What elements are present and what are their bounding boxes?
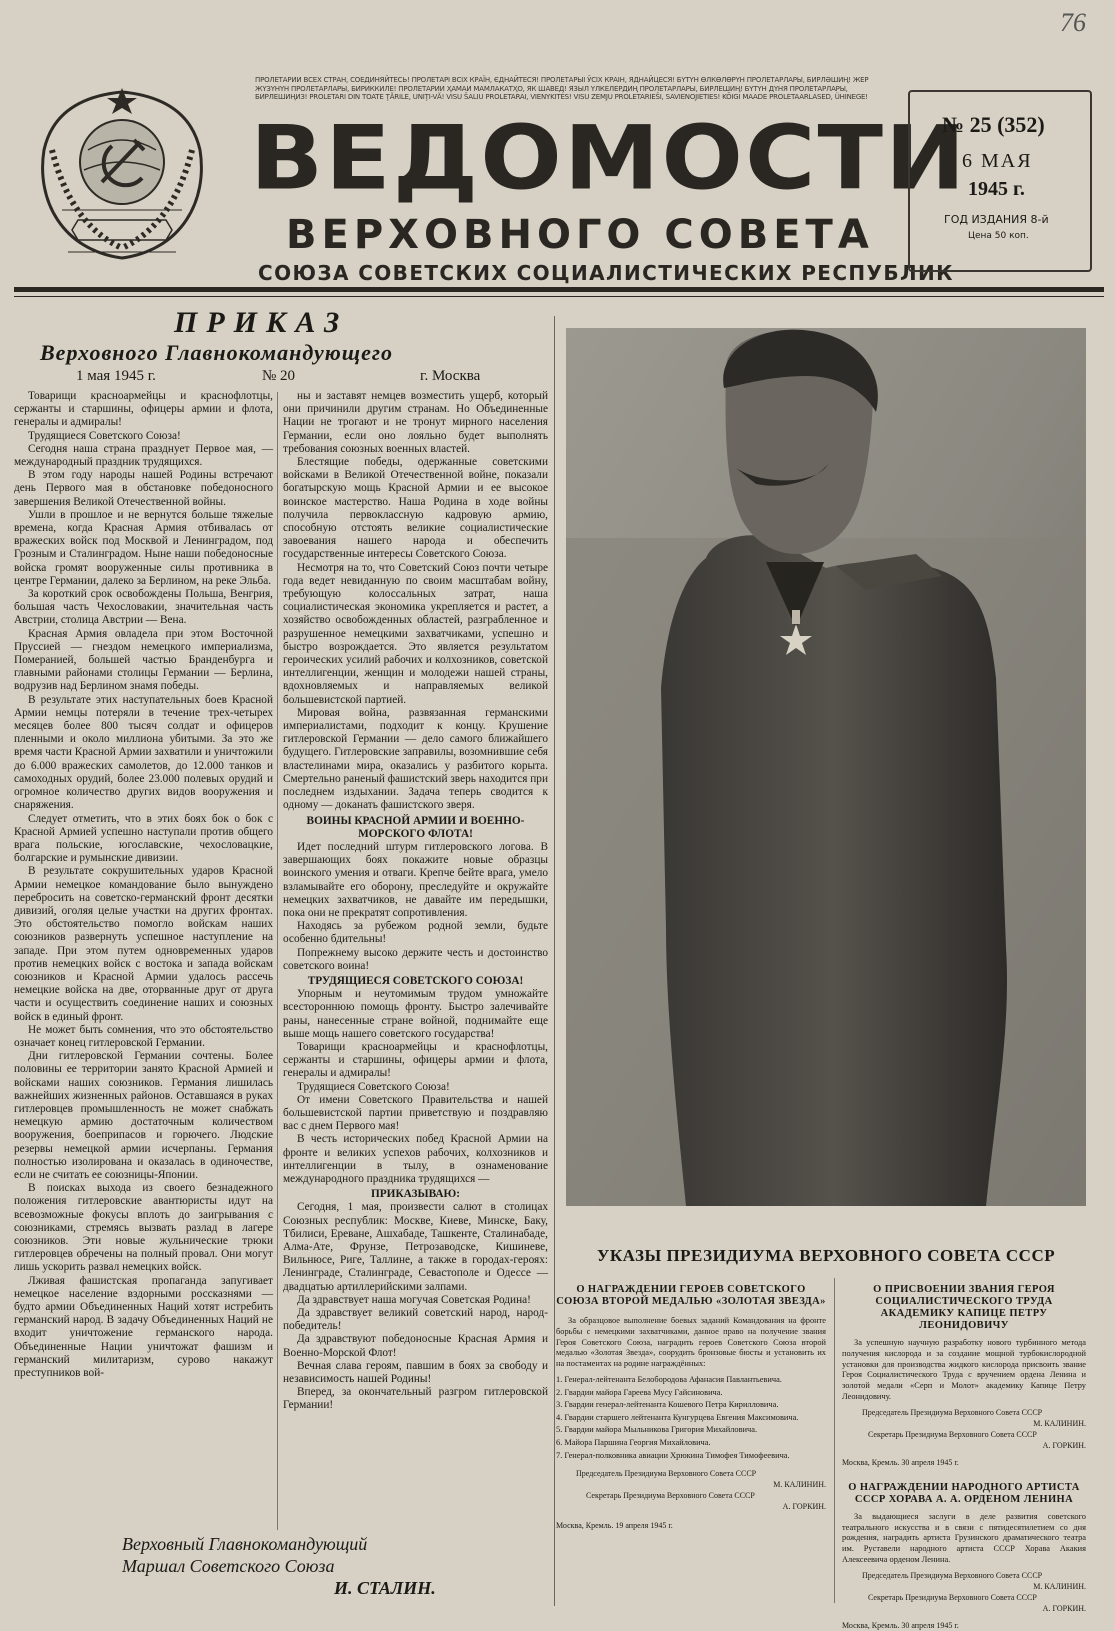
order-subtitle: Верховного Главнокомандующего [40, 340, 393, 365]
ussr-emblem-icon [22, 70, 222, 275]
order-paragraph: В результате этих наступательных боев Красной Армии немцы потеряли в течение трех-четырех месяцев более 800 тысяч солдат и офицеров пленными и около миллиона убитыми. За это же время части Красной Армии захватили и уничтожили до 6.000 вражеских самолетов, до 12.000 танков и самоходных орудий, более 23.000 полевых орудий и огромное количество других видов вооружения и снаряжения. [14, 693, 273, 812]
order-paragraph: В поисках выхода из своего безнадежного положения гитлеровские авантюристы идут на всевозможные фокусы вплоть до заигрывания с союзниками, стремясь вызвать разлад в лагере союзников. Эти новые жульнические трюки гитлеровцев обречены на полный провал. Они могут лишь ускорить развал немецких войск. [14, 1182, 273, 1274]
decree-heading-2: О НАГРАЖДЕНИИ НАРОДНОГО АРТИСТА СССР ХОРАВА А. А. ОРДЕНОМ ЛЕНИНА [848, 1481, 1080, 1505]
newspaper-title: ВЕДОМОСТИ [250, 106, 968, 210]
order-paragraph: Красная Армия овладела при этом Восточной Пруссией — гнездом немецкого империализма, Померанией, большей частью Бранденбурга и главными районами столицы Германии — Берлина, водрузив над Берлином знамя победы. [14, 627, 273, 693]
edition-year: ГОД ИЗДАНИЯ 8-й [944, 213, 1049, 226]
award-list-item: 7. Генерал-полковника авиации Хрюкина Тимофея Тимофеевича. [556, 1450, 790, 1460]
chairman-title: Председатель Президиума Верховного Совета СССР [862, 1407, 1043, 1417]
order-paragraph: В результате сокрушительных ударов Красной Армии немецкое командование было вынуждено перебросить на советско-германский фронт десятки дивизий, оголяя целые участки на других фронтах. Это обстоятельство помогло войскам наших союзников развернуть успешное наступление на западе. При этом путем одновременных ударов против немецких войск с востока и запада войскам союзников и Красной Армии удалось рассечь немецкие войска на две, оторванные друг от друга части и осуществить соединение наших и союзных войск в единый фронт. [14, 865, 273, 1023]
award-list [556, 1374, 826, 1462]
order-paragraph: В этом году народы нашей Родины встречают день Первого мая в обстановке победоносного завершения Великой Отечественной войны. [14, 469, 273, 508]
issue-price: Цена 50 коп. [968, 231, 1029, 241]
decree-place-date: Москва, Кремль. 30 апреля 1945 г. [842, 1457, 959, 1467]
newspaper-subtitle: ВЕРХОВНОГО СОВЕТА [286, 212, 874, 258]
signature-line-2: Маршал Советского Союза [122, 1556, 335, 1576]
signature-name: И. СТАЛИН. [334, 1578, 436, 1598]
decree-body-2: За выдающиеся заслуги в деле развития советского театрального искусства и в связи с пятидесятилетием со дня рождения, наградить артиста Грузинского драматического театра им. Руставели народного артиста СССР Хорава Акакия Алексеевича орденом Ленина. [842, 1511, 1086, 1564]
page-column-divider [554, 316, 555, 1606]
order-paragraph: Товарищи красноармейцы и краснофлотцы, сержанты и старшины, офицеры армии и флота, генералы и адмиралы! [283, 1040, 548, 1080]
issue-year: 1945 г. [968, 178, 1025, 200]
order-paragraph: Находясь за рубежом родной земли, будьте особенно бдительны! [283, 920, 548, 946]
order-paragraph: Идет последний штурм гитлеровского логова. В завершающих боях покажите новые образцы воинского умения и отваги. Крепче бейте врага, умело взламывайте его оборону, преследуйте и окружайте немецких захватчиков, не давайте им передышки, пока они не прекратят сопротивления. [283, 840, 548, 919]
signature-line-1: Верховный Главнокомандующий [122, 1534, 368, 1554]
order-paragraph: Сегодня наша страна празднует Первое мая, — международный праздник трудящихся. [14, 442, 273, 469]
chairman-title: Председатель Президиума Верховного Совета СССР [862, 1570, 1043, 1580]
award-list-item: 3. Гвардии генерал-лейтенанта Кошевого Петра Кирилловича. [556, 1400, 779, 1410]
order-paragraph: От имени Советского Правительства и нашей большевистской партии приветствую и поздравляю вас с днем Первого мая! [283, 1093, 548, 1133]
order-paragraph: Ушли в прошлое и не вернутся больше тяжелые времена, когда Красная Армия отбивалась от вражеских войск под Москвой и Ленинградом, под Грозным и Сталинградом. Ныне наши победоносные войска громят вооруженные силы противника в центре Германии, далеко за Берлином, на реке Эльба. [14, 508, 273, 587]
award-list-item: 5. Гвардии майора Мыльникова Григория Михайловича. [556, 1425, 758, 1435]
award-list-item: 2. Гвардии майора Гареева Мусу Гайсиновича. [556, 1387, 723, 1397]
order-paragraph: Вечная слава героям, павшим в боях за свободу и независимость нашей Родины! [283, 1359, 548, 1386]
secretary-name: А. ГОРКИН. [1042, 1603, 1086, 1613]
order-paragraph: Мировая война, развязанная германскими империалистами, подходит к концу. Крушение гитлеровской Германии — дело самого ближайшего будущего. Гитлеровские заправилы, возомнившие себя властелинами мира, оказались у разбитого корыта. Смертельно раненый фашистский зверь находится при последнем издыхании. Задача теперь сводится к одному — доканать фашистского зверя. [283, 706, 548, 812]
order-paragraph: Блестящие победы, одержанные советскими войсками в Великой Отечественной войне, показали богатырскую мощь Красной Армии и ее высокое воинское мастерство. Наша Родина в ходе войны получила первоклассную кадровую армию, способную отстоять великие социалистические завоевания нашего народа и обеспечить государственные интересы Советского Союза. [283, 456, 548, 561]
order-paragraph: Попрежнему высоко держите честь и достоинство советского воина! [283, 946, 548, 972]
order-paragraph: В честь исторических побед Красной Армии на фронте и великих успехов рабочих, колхозников и интеллигенции в тылу, в ознаменование международного праздника трудящихся — [283, 1133, 548, 1185]
order-paragraph: Трудящиеся Советского Союза! [297, 1080, 450, 1093]
masthead-rule-thin [14, 296, 1104, 297]
decree-place-date: Москва, Кремль. 19 апреля 1945 г. [556, 1521, 673, 1531]
order-paragraph: Дни гитлеровской Германии сочтены. Более половины ее территории занято Красной Армией и войсками наших союзников. Германия лишилась важнейших жизненных районов. Оставшаяся в руках гитлеровцев промышленность не может снабжать немецкую армию достаточным количеством вооружения, боеприпасов и горючего. Людские резервы немецкой армии исчерпаны. Германия полностью изолирована и оказалась в одиночестве, если не считать ее союзницы-Японии. [14, 1050, 273, 1181]
secretary-name: А. ГОРКИН. [782, 1502, 826, 1512]
chairman-name: М. КАЛИНИН. [1033, 1581, 1086, 1591]
decree-kapitsa [842, 1284, 1086, 1631]
chairman-name: М. КАЛИНИН. [773, 1480, 826, 1490]
order-paragraph: Не может быть сомнения, что это обстоятельство означает конец гитлеровской Германии. [14, 1023, 273, 1049]
chairman-name: М. КАЛИНИН. [1033, 1418, 1086, 1428]
order-title: ПРИКАЗ [174, 306, 349, 339]
secretary-title: Секретарь Президиума Верховного Совета СССР [868, 1592, 1037, 1602]
masthead-rule [14, 287, 1104, 292]
decrees-title: УКАЗЫ ПРЕЗИДИУМА ВЕРХОВНОГО СОВЕТА СССР [596, 1246, 1056, 1265]
order-column-1 [14, 390, 273, 1380]
award-list-item: 4. Гвардии старшего лейтенанта Кунгурцева Евгения Максимовича. [556, 1412, 799, 1422]
secretary-title: Секретарь Президиума Верховного Совета СССР [868, 1429, 1037, 1439]
award-list-item: 6. Майора Паршина Георгия Михайловича. [556, 1437, 711, 1447]
order-paragraph: Сегодня, 1 мая, произвести салют в столицах Союзных республик: Москве, Киеве, Минске, Баку, Тбилиси, Ереване, Ашхабаде, Ташкенте, Сталинабаде, Алма-Ате, Фрунзе, Петрозаводске, Кишиневе, Вильнюсе, Риге, Таллине, а также в городах-героях: Ленинграде, Сталинграде, Севастополе и Одессе — двадцатью артиллерийскими залпами. [283, 1201, 548, 1293]
order-number: № 20 [262, 368, 296, 384]
decrees-divider [834, 1278, 835, 1603]
portrait-photo [566, 328, 1086, 1206]
order-paragraph: ВОИНЫ КРАСНОЙ АРМИИ И ВОЕННО-МОРСКОГО ФЛОТА! [306, 814, 525, 840]
decree-heading: О НАГРАЖДЕНИИ ГЕРОЕВ СОВЕТСКОГО СОЮЗА ВТОРОЙ МЕДАЛЬЮ «ЗОЛОТАЯ ЗВЕЗДА» [556, 1284, 826, 1307]
order-paragraph: ны и заставят немцев возместить ущерб, который они причинили другим странам. Но Объединенные Нации не трогают и не тронут мирного населения Германии, если оно лояльно будет выполнять требования союзных военных властей. [283, 390, 548, 455]
order-date: 1 мая 1945 г. [76, 368, 156, 384]
decree-body: За успешную научную разработку нового турбинного метода получения кислорода и за создание мощной турбокислородной установки для производства жидкого кислорода присвоить звание Героя Социалистического Труда с вручением ордена Ленина и золотой медали «Серп и Молот» академику Капице Петру Леонидовичу. [842, 1338, 1086, 1401]
masthead-motto: ПРОЛЕТАРИИ ВСЕХ СТРАН, СОЕДИНЯЙТЕСЬ! ПРОЛЕТАРІ ВСІХ КРАЇН, ЄДНАЙТЕСЯ! ПРОЛЕТАРЫІ ЎСІХ КРАІН, ЯДНАЙЦЕСЯ! БҮТҮН ӨЛКӨЛӨРҮН ПРОЛЕТАРЛАРЫ, БИРЛӘШИҢ! ЖЕР ЖҮЗҮНҮН ПРОЛЕТАРЛАРЫ, БИРИККИЛЕ! ПРОЛЕТАРИИ ҲАМАИ МАМЛАКАТҲО, ЯК ШАВЕД! ЯЗЫЛ ҮЛКЕЛЕРДИҢ ПРОЛЕТАРЛАРЫ, БИРЛЕШИҢ! БҮТҮН ДҮНЯ ПРОЛЕТАРЛАРЫ, БИРЛЕШИҢИЗ! PROLETARI DIN TOATE ŢĂRILE, UNIŢI-VĂ! VISU ŠALIU PROLETARAI, VIENYKITĖS! VISU ZEMJU PROLETARIEŠI, SAVIENOJIETIES! KÕIGI MAADE PROLETAARLASED, ÜHINEGE! [255, 76, 869, 101]
order-paragraph: Следует отметить, что в этих боях бок о бок с Красной Армией успешно наступали против общего врага польские, югославские, чехословацкие, болгарские и румынские дивизии. [14, 812, 273, 865]
issue-number: № 25 (352) [942, 112, 1045, 137]
order-paragraph: ПРИКАЗЫВАЮ: [370, 1188, 461, 1201]
award-list-item: 1. Генерал-лейтенанта Белобородова Афанасия Павлантьевича. [556, 1374, 782, 1384]
order-paragraph: Вперед, за окончательный разгром гитлеровской Германии! [283, 1386, 548, 1412]
decree-gold-star [556, 1284, 826, 1531]
page-number: 76 [1060, 8, 1086, 37]
secretary-name: А. ГОРКИН. [1042, 1440, 1086, 1450]
order-paragraph: ТРУДЯЩИЕСЯ СОВЕТСКОГО СОЮЗА! [307, 974, 524, 987]
order-paragraph: За короткий срок освобождены Польша, Венгрия, большая часть Чехословакии, значительная часть Австрии, столица Австрии — Вена. [14, 588, 273, 627]
order-column-2 [283, 390, 548, 1413]
order-paragraph: Лживая фашистская пропаганда запугивает немецкое население вздорными россказнями — будто армии Объединенных Наций хотят истребить германский народ. В задачу Объединенных Наций не входит уничтожение германского народа. Объединенные Нации уничтожат фашизм и германский милитаризм, сурово накажут преступников вой- [14, 1274, 273, 1380]
issue-date: 6 МАЯ [962, 150, 1033, 172]
column-divider [277, 392, 278, 1530]
order-paragraph: Трудящиеся Советского Союза! [28, 429, 181, 442]
decree-heading: О ПРИСВОЕНИИ ЗВАНИЯ ГЕРОЯ СОЦИАЛИСТИЧЕСКОГО ТРУДА АКАДЕМИКУ КАПИЦЕ ПЕТРУ ЛЕОНИДОВИЧУ [873, 1284, 1055, 1331]
order-paragraph: Товарищи красноармейцы и краснофлотцы, сержанты и старшины, офицеры армии и флота, генералы и адмиралы! [14, 390, 273, 429]
decree-place-date: Москва, Кремль. 30 апреля 1945 г. [842, 1620, 959, 1630]
decree-body: За образцовое выполнение боевых заданий Командования на фронте борьбы с немецкими захватчиками, данное право на получение звания Героя Советского Союза, наградить героев Советского Союза второй медалью «Золотая Звезда», соорудить бронзовые бюсты и установить их на постаментах на родине награждённых: [556, 1316, 826, 1369]
newspaper-subtitle-union: СОЮЗА СОВЕТСКИХ СОЦИАЛИСТИЧЕСКИХ РЕСПУБЛИК [258, 261, 954, 285]
order-paragraph: Упорным и неутомимым трудом умножайте всестороннюю помощь фронту. Быстро залечивайте раны, нанесенные стране войной, поднимайте еще выше мощь нашего советского государства! [283, 988, 548, 1040]
order-paragraph: Несмотря на то, что Советский Союз почти четыре года ведет невиданную по своим масштабам войну, требующую колоссальных затрат, наша социалистическая экономика укрепляется и растет, а хозяйство освобожденных областей, разграбленное и разрушенное немецкими захватчиками, успешно и быстро возрождается. Это является результатом героических усилий рабочих и колхозников, советской интеллигенции, женщин и молодежи нашей страны, вдохновляемых и направляемых великой большевистской партией. [283, 561, 548, 706]
order-paragraph: Да здравствуют победоносные Красная Армия и Военно-Морской Флот! [283, 1333, 548, 1359]
chairman-title: Председатель Президиума Верховного Совета СССР [576, 1469, 757, 1479]
order-paragraph: Да здравствует великий советский народ, народ-победитель! [283, 1307, 548, 1333]
order-place: г. Москва [420, 368, 481, 384]
secretary-title: Секретарь Президиума Верховного Совета СССР [586, 1491, 755, 1501]
order-paragraph: Да здравствует наша могучая Советская Родина! [297, 1293, 531, 1306]
